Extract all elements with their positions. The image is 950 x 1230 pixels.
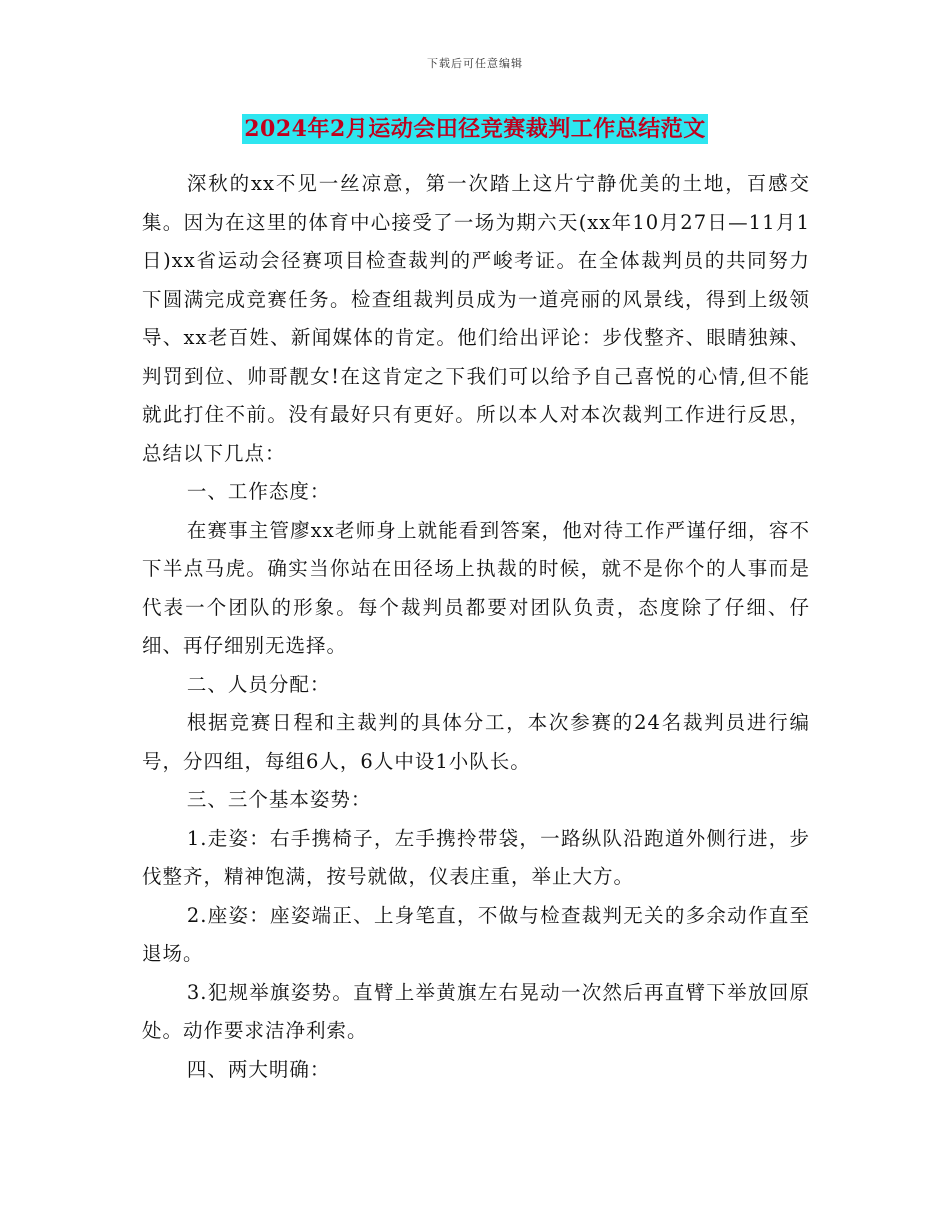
paragraph-walking-posture: 1.走姿：右手携椅子，左手携拎带袋，一路纵队沿跑道外侧行进，步伐整齐，精神饱满，按号就做，仪表庄重，举止大方。	[142, 826, 810, 888]
paragraph-attitude: 在赛事主管廖xx老师身上就能看到答案，他对待工作严谨仔细，容不下半点马虎。确实当你站在田径场上执裁的时候，就不是你个的人事而是代表一个团队的形象。每个裁判员都要对团队负责，态度除了仔细、仔细、再仔细别无选择。	[142, 518, 810, 657]
paragraph-sitting-posture: 2.座姿：座姿端正、上身笔直，不做与检查裁判无关的多余动作直至退场。	[142, 903, 810, 965]
document-body	[142, 165, 810, 1089]
page-header-note: 下载后可任意编辑	[427, 57, 523, 70]
paragraph-flag-posture: 3.犯规举旗姿势。直臂上举黄旗左右晃动一次然后再直臂下举放回原处。动作要求洁净利索。	[142, 980, 810, 1042]
title-wrapper	[0, 114, 950, 144]
section-heading-staffing: 二、人员分配：	[186, 672, 331, 696]
paragraph-staffing: 根据竞赛日程和主裁判的具体分工，本次参赛的24名裁判员进行编号，分四组，每组6人，6人中设1小队长。	[142, 711, 810, 773]
section-heading-clarifications: 四、两大明确：	[186, 1057, 331, 1081]
section-heading-attitude: 一、工作态度：	[186, 480, 331, 503]
paragraph-intro: 深秋的xx不见一丝凉意，第一次踏上这片宁静优美的土地，百感交集。因为在这里的体育中心接受了一场为期六天(xx年10月27日—11月1日)xx省运动会径赛项目检查裁判的严峻考证。在全体裁判员的共同努力下圆满完成竞赛任务。检查组裁判员成为一道亮丽的风景线，得到上级领导、xx老百姓、新闻媒体的肯定。他们给出评论：步伐整齐、眼睛独辣、判罚到位、帅哥靓女!在这肯定之下我们可以给予自己喜悦的心情,但不能就此打住不前。没有最好只有更好。所以本人对本次裁判工作进行反思，总结以下几点：	[142, 172, 810, 465]
section-heading-postures: 三、三个基本姿势：	[186, 788, 372, 811]
document-title: 2024年2月运动会田径竞赛裁判工作总结范文	[244, 116, 706, 142]
